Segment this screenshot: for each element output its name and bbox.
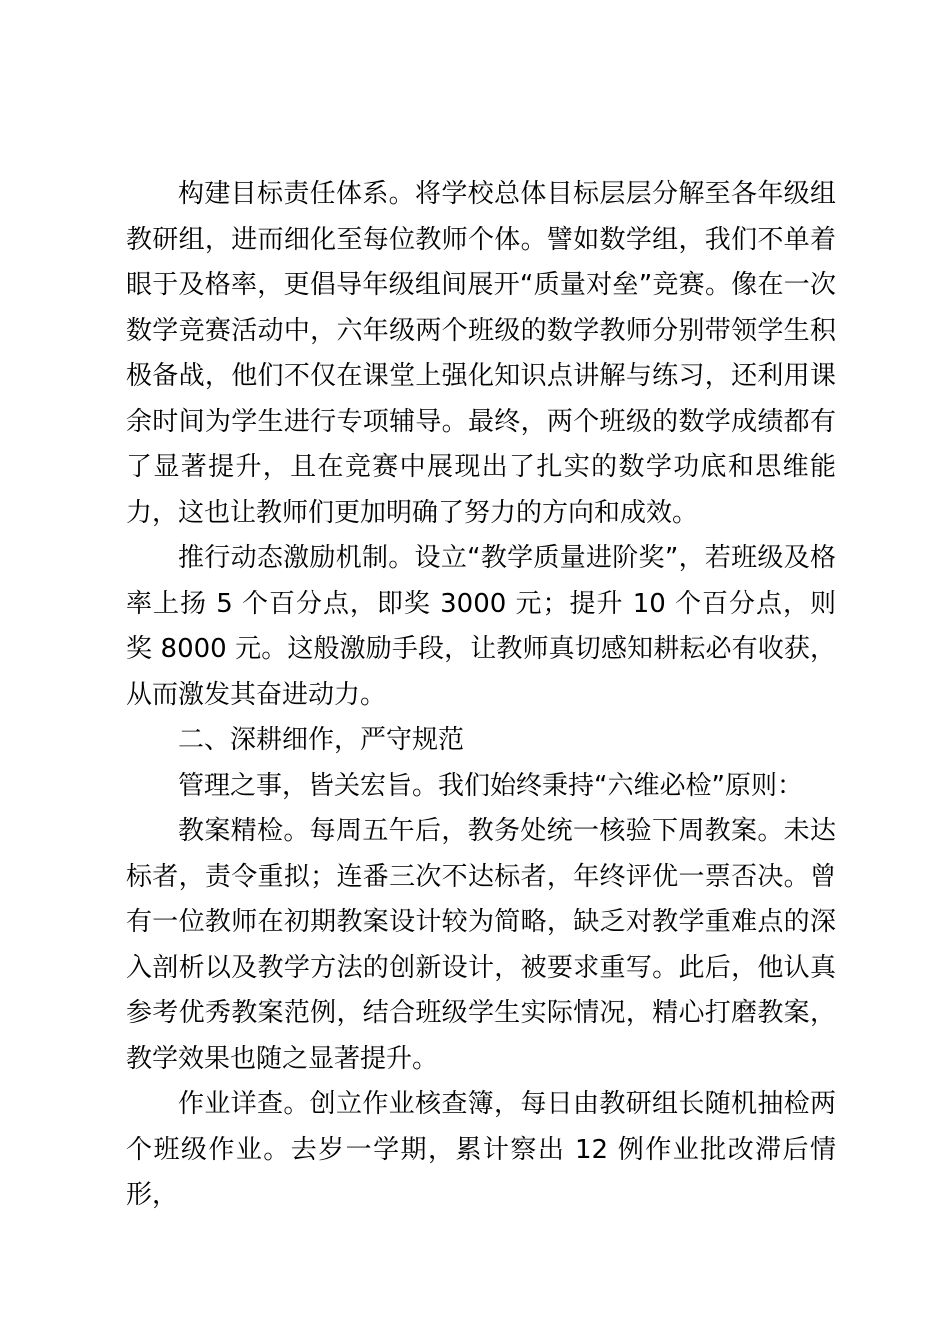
paragraph-lesson-plan-check: 教案精检。每周五午后，教务处统一核验下周教案。未达标者，责令重拟；连番三次不达标者，年终评优一票否决。曾有一位教师在初期教案设计较为简略，缺乏对教学重难点的深入剖析以及教学方法的创新设计，被要求重写。此后，他认真参考优秀教案范例，结合班级学生实际情况，精心打磨教案，教学效果也随之显著提升。 xyxy=(126,816,836,1074)
section-heading: 二、深耕细作，严守规范 xyxy=(178,725,465,755)
paragraph-goal-responsibility: 构建目标责任体系。将学校总体目标层层分解至各年级组教研组，进而细化至每位教师个体。譬如数学组，我们不单着眼于及格率，更倡导年级组间展开“质量对垒”竞赛。像在一次数学竞赛活动中，六年级两个班级的数学教师分别带领学生积极备战，他们不仅在课堂上强化知识点讲解与练习，还利用课余时间为学生进行专项辅导。最终，两个班级的数学成绩都有了显著提升，且在竞赛中展现出了扎实的数学功底和思维能力，这也让教师们更加明确了努力的方向和成效。 xyxy=(126,179,836,528)
paragraph-management-principle: 管理之事，皆关宏旨。我们始终秉持“六维必检”原则： xyxy=(178,770,803,801)
document-body xyxy=(126,172,836,1219)
paragraph-homework-check: 作业详查。创立作业核查簿，每日由教研组长随机抽检两个班级作业。去岁一学期，累计察出 12 例作业批改滞后情形， xyxy=(126,1089,836,1210)
paragraph-dynamic-incentive: 推行动态激励机制。设立“教学质量进阶奖”，若班级及格率上扬 5 个百分点，即奖 3000 元；提升 10 个百分点，则奖 8000 元。这般激励手段，让教师真切感知耕耘必有收获，从而激发其奋进动力。 xyxy=(126,543,836,710)
